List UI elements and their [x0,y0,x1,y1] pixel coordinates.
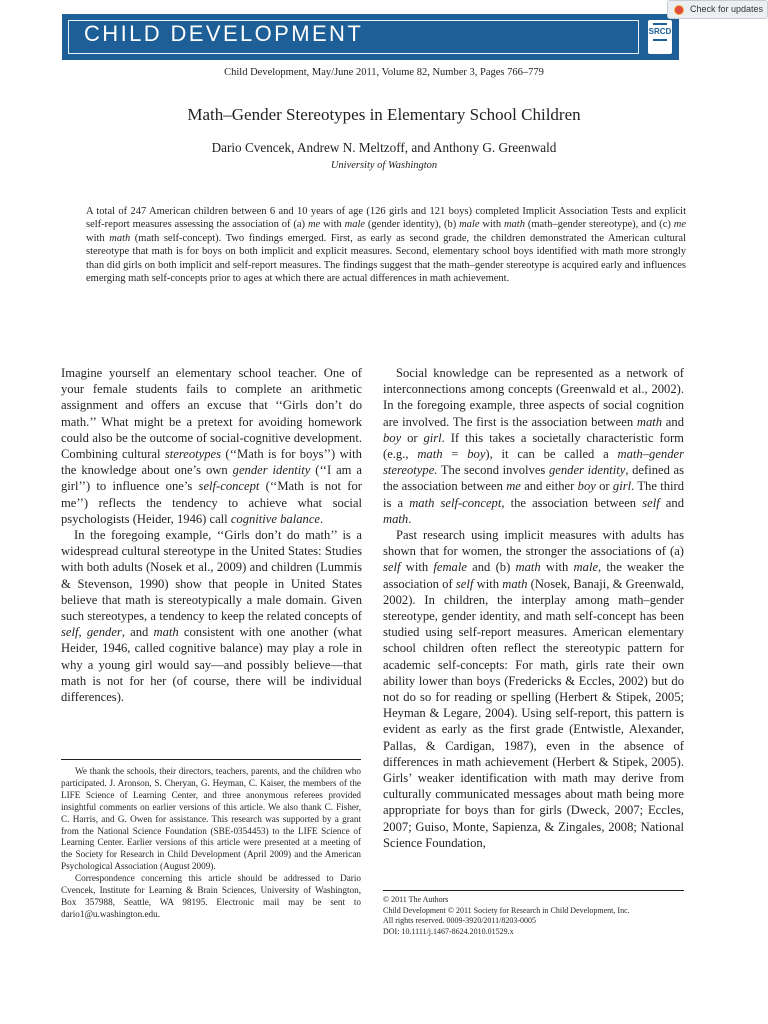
footnotes [61,766,361,921]
copyright-line: © 2011 The Authors [383,895,449,904]
footnote-divider [61,759,361,760]
srcd-logo-text: SRCD [648,27,672,36]
body-column-right [383,365,684,851]
correspondence-footnote: Correspondence concerning this article should be addressed to Dario Cvencek, Institute for Learning & Brain Sciences, University of Washington, Box 357988, Seattle, WA 98195. Electronic mail may be sent to dario1@u.washington.edu. [61,873,361,919]
body-paragraph: Imagine yourself an elementary school teacher. One of your female students fails to complete an arithmetic assignment and offers an excuse that ‘‘Girls don’t do math.’’ What might be a pretext for avoiding homework could also be the outcome of social-cognitive development. Combining cultural stereotypes (‘‘Math is for boys’’) with the knowledge about one’s own gender identity (‘‘I am a girl’’) to influence one’s self-concept (‘‘Math is not for me’’) reflects the tendency to achieve what social psychologists (Heider, 1946) call cognitive balance. [61,366,363,526]
article-title: Math–Gender Stereotypes in Elementary School Children [187,105,581,124]
journal-banner [62,14,679,60]
abstract: A total of 247 American children between 6 and 10 years of age (126 girls and 121 boys) completed Implicit Association Tests and explicit self-report measures assessing the association of (a) me with male (gender identity), (b) male with math (math–gender stereotype), and (c) me with math (math self-concept). Two findings emerged. First, as early as second grade, the children demonstrated the American cultural stereotype that math is for boys on both implicit and explicit measures. Second, elementary school boys identified with math more strongly than did girls on both implicit and self-report measures. The findings suggest that the math–gender stereotype is acquired early and influences emerging math self-concepts prior to ages at which there are actual differences in math achievement. [86,206,687,285]
crossmark-icon [674,5,684,15]
article-authors: Dario Cvencek, Andrew N. Meltzoff, and Anthony G. Greenwald [211,140,557,155]
body-paragraph: Past research using implicit measures with adults has shown that for women, the stronger the associations of (a) self with female and (b) math with male, the weaker the association of self with math (Nosek, Banaji, & Greenwald, 2002). In children, the interplay among math–gender stereotype, gender identity, and math self-concept has been studied using self-report measures. American elementary school children often reflect the stereotypic pattern for academic self-concepts: For math, girls rate their own ability lower than boys (Fredericks & Eccles, 2002) but do not do so for reading or spelling (Herbert & Stipek, 2005; Heyman & Legare, 2004). Using self-report, this pattern is evident as early as the first grade (Entwistle, Alexander, Pallas, & Cardigan, 1987), even in the absence of differences in math achievement (Herbert & Stipek, 2005). Girls’ weaker identification with math may derive from culturally communicated messages about math being more appropriate for boys than for girls (Dweck, 2007; Eccles, 2007; Guiso, Monte, Sapienza, & Zingales, 2008; National Science Foundation, [383,528,685,850]
check-for-updates-label: Check for updates [690,4,764,14]
doi-line: DOI: 10.1111/j.1467-8624.2010.01529.x [383,926,514,936]
copyright-divider [383,890,684,891]
body-paragraph: In the foregoing example, ‘‘Girls don’t do math’’ is a widespread cultural stereotype in the United States: Studies with both adults (Nosek et al., 2009) and children (Lummis & Stevenson, 1990) show that people in United States believe that math is stereotypically a male domain. Given such stereotypes, a tendency to keep the related concepts of self, gender, and math consistent with one another (what Heider, 1946, called cognitive balance) may play a role in why a young girl would say—and possibly believe—that math is not for her (of course, there will be individual differences). [61,528,363,705]
journal-title: CHILD DEVELOPMENT [84,21,364,46]
body-column-left [61,365,362,705]
check-for-updates-button[interactable] [667,0,768,19]
copyright-line: Child Development © 2011 Society for Research in Child Development, Inc. [383,905,630,915]
rights-line: All rights reserved. 0009-3920/2011/8203-0005 [383,916,537,926]
acknowledgments-footnote: We thank the schools, their directors, teachers, parents, and the children who participated. J. Aronson, S. Cheryan, G. Heyman, C. Kaiser, the members of the LIFE Science of Learning Center, and three anonymous referees provided insightful comments on earlier versions of this article. We also thank C. Fisher, C. Harris, and G. Owen for assistance. This research was supported by a grant from the National Science Foundation (SBE-0354453) to the LIFE Science of Learning Center. Earlier versions of this article were presented at a meeting of the Society for Research in Child Development (April 2009) and the American Psychological Association (August 2009). [61,766,361,872]
journal-citation: Child Development, May/June 2011, Volume 82, Number 3, Pages 766–779 [224,67,544,78]
body-paragraph: Social knowledge can be represented as a network of interconnections among concepts (Greenwald et al., 2002). In the foregoing example, three aspects of social cognition are involved. The first is the association between math and boy or girl. If this takes a societally characteristic form (e.g., math = boy), it can be called a math–gender stereotype. The second involves gender identity, defined as the association between me and either boy or girl. The third is a math self-concept, the association between self and math. [383,366,685,526]
author-affiliation: University of Washington [330,160,438,171]
copyright-block [383,895,684,937]
srcd-logo-icon [648,20,672,54]
